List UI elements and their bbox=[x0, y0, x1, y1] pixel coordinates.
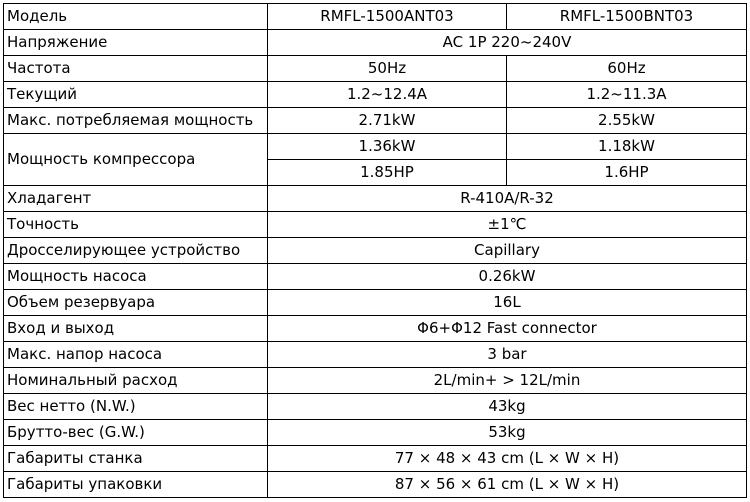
table-row-pump-power bbox=[4, 264, 747, 290]
table-row-gross-weight bbox=[4, 420, 747, 446]
compressor-kw-value-b: 1.18kW bbox=[507, 134, 747, 160]
refrigerant-value: R-410A/R-32 bbox=[268, 186, 747, 212]
row-label-throttle: Дросселирующее устройство bbox=[4, 238, 268, 264]
table-row-net-weight bbox=[4, 394, 747, 420]
row-label-pump-head: Макс. напор насоса bbox=[4, 342, 268, 368]
pump-power-value: 0.26kW bbox=[268, 264, 747, 290]
table-row-rated-flow bbox=[4, 368, 747, 394]
row-label-max-power: Макс. потребляемая мощность bbox=[4, 108, 268, 134]
tank-volume-value: 16L bbox=[268, 290, 747, 316]
row-label-model: Модель bbox=[4, 4, 268, 30]
table-row-precision bbox=[4, 212, 747, 238]
table-row-inlet-outlet bbox=[4, 316, 747, 342]
model-a-name: RMFL-1500ANT03 bbox=[268, 4, 507, 30]
row-label-precision: Точность bbox=[4, 212, 268, 238]
compressor-hp-value-b: 1.6HP bbox=[507, 160, 747, 186]
current-value-b: 1.2~11.3A bbox=[507, 82, 747, 108]
current-value-a: 1.2~12.4A bbox=[268, 82, 507, 108]
gross-weight-value: 53kg bbox=[268, 420, 747, 446]
row-label-gross-weight: Брутто-вес (G.W.) bbox=[4, 420, 268, 446]
frequency-value-b: 60Hz bbox=[507, 56, 747, 82]
table-row-machine-dimensions bbox=[4, 446, 747, 472]
table-row-refrigerant bbox=[4, 186, 747, 212]
table-row-max-power bbox=[4, 108, 747, 134]
table-row-voltage bbox=[4, 30, 747, 56]
compressor-kw-value-a: 1.36kW bbox=[268, 134, 507, 160]
table-row-package-dimensions bbox=[4, 472, 747, 498]
model-b-name: RMFL-1500BNT03 bbox=[507, 4, 747, 30]
table-row-tank-volume bbox=[4, 290, 747, 316]
row-label-frequency: Частота bbox=[4, 56, 268, 82]
package-dimensions-value: 87 × 56 × 61 cm (L × W × H) bbox=[268, 472, 747, 498]
table-row-frequency bbox=[4, 56, 747, 82]
row-label-net-weight: Вес нетто (N.W.) bbox=[4, 394, 268, 420]
max-power-value-b: 2.55kW bbox=[507, 108, 747, 134]
net-weight-value: 43kg bbox=[268, 394, 747, 420]
pump-head-value: 3 bar bbox=[268, 342, 747, 368]
row-label-tank-volume: Объем резервуара bbox=[4, 290, 268, 316]
machine-dimensions-value: 77 × 48 × 43 cm (L × W × H) bbox=[268, 446, 747, 472]
row-label-package-dimensions: Габариты упаковки bbox=[4, 472, 268, 498]
row-label-refrigerant: Хладагент bbox=[4, 186, 268, 212]
table-row-model bbox=[4, 4, 747, 30]
compressor-hp-value-a: 1.85HP bbox=[268, 160, 507, 186]
row-label-inlet-outlet: Вход и выход bbox=[4, 316, 268, 342]
row-label-compressor-power: Мощность компрессора bbox=[4, 134, 268, 186]
throttle-value: Capillary bbox=[268, 238, 747, 264]
table-row-compressor-power-kw bbox=[4, 134, 747, 160]
rated-flow-value: 2L/min+ > 12L/min bbox=[268, 368, 747, 394]
row-label-current: Текущий bbox=[4, 82, 268, 108]
max-power-value-a: 2.71kW bbox=[268, 108, 507, 134]
specifications-table bbox=[3, 3, 747, 498]
row-label-voltage: Напряжение bbox=[4, 30, 268, 56]
table-row-throttle bbox=[4, 238, 747, 264]
voltage-value: AC 1P 220~240V bbox=[268, 30, 747, 56]
precision-value: ±1℃ bbox=[268, 212, 747, 238]
inlet-outlet-value: Φ6+Φ12 Fast connector bbox=[268, 316, 747, 342]
frequency-value-a: 50Hz bbox=[268, 56, 507, 82]
row-label-machine-dimensions: Габариты станка bbox=[4, 446, 268, 472]
table-row-pump-head bbox=[4, 342, 747, 368]
table-row-current bbox=[4, 82, 747, 108]
row-label-pump-power: Мощность насоса bbox=[4, 264, 268, 290]
row-label-rated-flow: Номинальный расход bbox=[4, 368, 268, 394]
